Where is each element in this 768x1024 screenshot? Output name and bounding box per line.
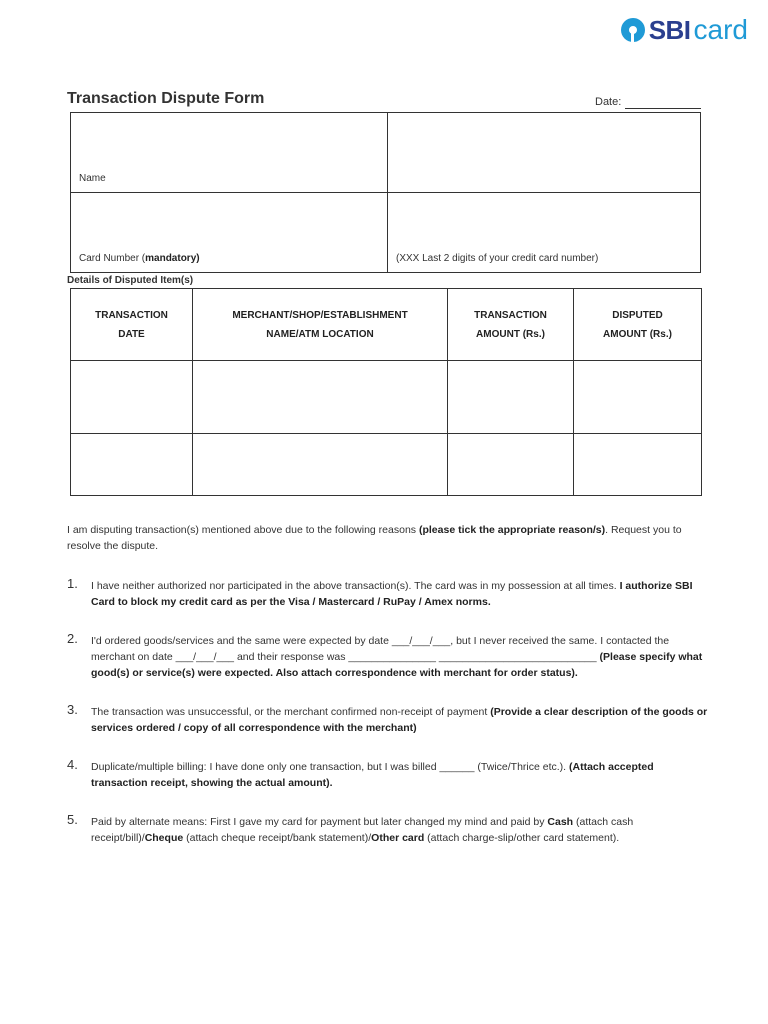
cell-disputed-amount[interactable]	[574, 361, 702, 434]
reason-1[interactable]	[67, 578, 712, 610]
date-label: Date:	[595, 96, 622, 108]
reason-text: I'd ordered goods/services and the same were expected by date ___/___/___, but I never received the same. I contacted the merchant on date ___/___/___ and their response was _______________ ___________________________ (Please specify what good(s) or service(s) were expected. Also attach correspondence with merchant for order status).	[91, 635, 703, 679]
sbi-logo-icon	[621, 18, 645, 42]
reason-3[interactable]	[67, 704, 712, 736]
cell-merchant[interactable]	[193, 434, 448, 496]
name-label: Name	[79, 173, 106, 184]
card-number-mandatory: mandatory)	[145, 253, 200, 264]
details-section-label: Details of Disputed Item(s)	[67, 275, 194, 286]
col-header-transaction-date: TRANSACTION DATE	[71, 289, 193, 361]
reason-text: I have neither authorized nor participated in the above transaction(s). The card was in my possession at all times. I authorize SBI Card to block my credit card as per the Visa / Mastercard / RuPay / Amex norms.	[91, 580, 693, 608]
reason-number: 5.	[67, 812, 78, 827]
cell-transaction-amount[interactable]	[448, 361, 574, 434]
reason-4[interactable]	[67, 759, 712, 791]
cell-transaction-date[interactable]	[71, 434, 193, 496]
form-title: Transaction Dispute Form	[67, 90, 265, 107]
reason-text: Duplicate/multiple billing: I have done only one transaction, but I was billed ______ (Twice/Thrice etc.). (Attach accepted transaction receipt, showing the actual amount).	[91, 761, 654, 789]
card-number-hint: (XXX Last 2 digits of your credit card number)	[396, 253, 599, 264]
sbi-card-logo	[621, 14, 748, 46]
card-number-label-cell	[71, 193, 388, 273]
reason-text: Paid by alternate means: First I gave my card for payment but later changed my mind and paid by Cash (attach cash receipt/bill)/Cheque (attach cheque receipt/bank statement)/Other card (attach charge-slip/other card statement).	[91, 816, 634, 844]
cell-disputed-amount[interactable]	[574, 434, 702, 496]
reason-number: 3.	[67, 702, 78, 717]
intro-paragraph: I am disputing transaction(s) mentioned above due to the following reasons (please tick the appropriate reason/s). Request you to resolve the dispute.	[67, 524, 682, 552]
reason-number: 2.	[67, 631, 78, 646]
name-field[interactable]	[388, 113, 701, 193]
logo-sbi-text: SBI	[648, 14, 691, 45]
customer-info-table	[70, 112, 701, 273]
reason-number: 1.	[67, 576, 78, 591]
cell-transaction-date[interactable]	[71, 361, 193, 434]
cell-transaction-amount[interactable]	[448, 434, 574, 496]
reason-2[interactable]	[67, 633, 712, 681]
col-header-disputed-amount: DISPUTED AMOUNT (Rs.)	[574, 289, 702, 361]
col-header-transaction-amount: TRANSACTION AMOUNT (Rs.)	[448, 289, 574, 361]
table-header-row	[71, 289, 702, 361]
col-header-merchant: MERCHANT/SHOP/ESTABLISHMENT NAME/ATM LOCATION	[193, 289, 448, 361]
reason-5[interactable]	[67, 814, 712, 846]
disputed-items-table	[70, 288, 702, 496]
table-row	[71, 434, 702, 496]
table-row	[71, 361, 702, 434]
card-number-label: Card Number (	[79, 253, 146, 264]
card-number-field[interactable]	[388, 193, 701, 273]
name-label-cell	[71, 113, 388, 193]
logo-card-text: card	[693, 14, 748, 45]
cell-merchant[interactable]	[193, 361, 448, 434]
reason-text: The transaction was unsuccessful, or the merchant confirmed non-receipt of payment (Provide a clear description of the goods or services ordered / copy of all correspondence with the merchant)	[91, 706, 708, 734]
reason-number: 4.	[67, 757, 78, 772]
date-field[interactable]	[625, 108, 701, 109]
